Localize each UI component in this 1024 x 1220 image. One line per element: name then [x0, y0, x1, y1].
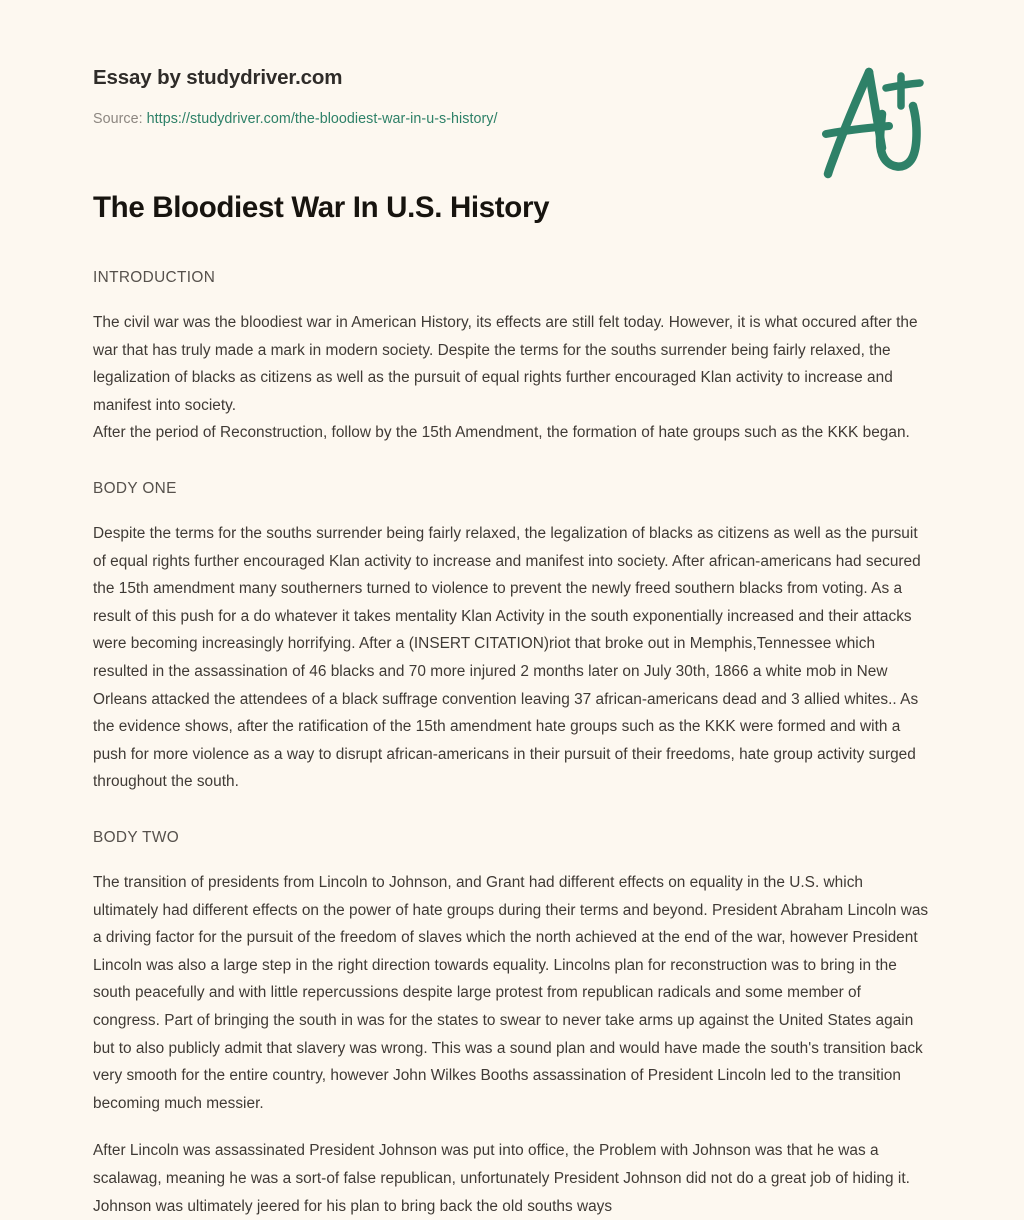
paragraph: The transition of presidents from Lincoln to Johnson, and Grant had different effects on equality in the U.S. which ultimately had different effects on the power of hate groups during their terms and beyond. President Abraham Lincoln was a driving factor for the pursuit of the freedom of slaves which the north achieved at the end of the war, however President Lincoln was also a large step in the right direction towards equality. Lincolns plan for reconstruction was to bring in the south peacefully and with little repercussions despite large protest from republican radicals and some member of congress. Part of bringing the south in was for the states to swear to never take arms up against the United States again but to also publicly admit that slavery was wrong. This was a sound plan and would have made the south's transition back very smooth for the entire country, however John Wilkes Booths assassination of President Lincoln led to the transition becoming much messier.	[93, 874, 929, 1112]
source-url-link[interactable]: https://studydriver.com/the-bloodiest-war-in-u-s-history/	[146, 110, 498, 127]
section-heading-body-one: BODY ONE	[93, 479, 177, 497]
paragraph: After the period of Reconstruction, follow by the 15th Amendment, the formation of hate groups such as the KKK began.	[93, 424, 910, 442]
section-heading-introduction: INTRODUCTION	[93, 268, 216, 286]
paragraph: Despite the terms for the souths surrender being fairly relaxed, the legalization of blacks as citizens as well as the pursuit of equal rights further encouraged Klan activity to increase and manifest into society. After african-americans had secured the 15th amendment many southerners turned to violence to prevent the newly freed southern blacks from voting. As a result of this push for a do whatever it takes mentality Klan Activity in the south exponentially increased and their attacks were becoming increasingly horrifying. After a (INSERT CITATION)riot that broke out in Memphis,Tennessee which resulted in the assassination of 46 blacks and 70 more injured 2 months later on July 30th, 1866 a white mob in New Orleans attacked the attendees of a black suffrage convention leaving 37 african-americans dead and 3 allied whites.. As the evidence shows, after the ratification of the 15th amendment hate groups such as the KKK were formed and with a push for more violence as a way to disrupt african-americans in their pursuit of their freedoms, hate group activity surged throughout the south.	[93, 525, 921, 791]
paragraph: The civil war was the bloodiest war in American History, its effects are still felt today. However, it is what occured after the war that has truly made a mark in modern society. Despite the terms for the souths surrender being fairly relaxed, the legalization of blacks as citizens as well as the pursuit of equal rights further encouraged Klan activity to increase and manifest into society.	[93, 313, 918, 414]
a-plus-logo-icon	[816, 62, 936, 186]
page-title: The Bloodiest War In U.S. History	[93, 191, 550, 224]
source-label: Source:	[93, 110, 143, 127]
essay-attribution: Essay by studydriver.com	[93, 66, 343, 89]
essay-content	[0, 190, 1024, 1220]
page-header	[0, 0, 1024, 190]
section-heading-body-two: BODY TWO	[93, 829, 180, 846]
paragraph: After Lincoln was assassinated President Johnson was put into office, the Problem with Johnson was that he was a scalawag, meaning he was a sort-of false republican, unfortunately President Johnson did not do a great job of hiding it. Johnson was ultimately jeered for his plan to bring back the old souths ways	[93, 1142, 910, 1215]
